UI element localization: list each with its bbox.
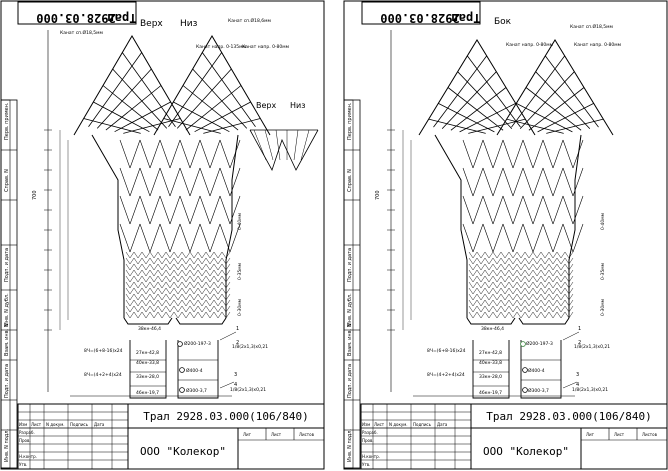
float-label: Ø400-4 xyxy=(186,369,203,374)
title-block-role: Пров. xyxy=(19,438,31,443)
twine-label: 1/8(2х1,3)х0,21 xyxy=(574,345,611,350)
title-block-role: Разраб. xyxy=(19,430,35,435)
title-block-header: N докум. xyxy=(46,422,65,427)
title-block-col: Лист xyxy=(271,432,282,437)
note-chain-a: Канат напр. 0-80мм xyxy=(506,43,554,48)
side-strip-label: Перв. примен. xyxy=(347,102,353,140)
formula-label: 8Ч=(6+8-16)х24 xyxy=(84,349,123,354)
twine-label: 1/8(2х1,3)х0,21 xyxy=(232,345,269,350)
title-block-role: Н.контр. xyxy=(19,454,37,459)
float-label: Ø200-197-3 xyxy=(526,342,553,347)
title-block-header: Дата xyxy=(94,422,105,427)
view-label-bottom: Низ xyxy=(180,19,198,29)
note-mesh-a: 0-40мм xyxy=(601,212,606,230)
title-block-col: Лист xyxy=(614,432,625,437)
note-mesh-c: 0-30мм xyxy=(238,298,243,316)
note-chain-a: Канат напр. 0-135мм xyxy=(196,45,246,50)
section-label: 46кн-19,7 xyxy=(479,391,503,396)
fraction-label: 1 xyxy=(236,326,240,332)
formula-label: 8Ч=(6+8-16)х24 xyxy=(427,349,466,354)
side-strip-label: Подп. и дата xyxy=(347,363,353,398)
float-symbol xyxy=(523,368,528,373)
section-label: 46кн-19,7 xyxy=(136,391,160,396)
float-label: Ø300-3,7 xyxy=(528,389,549,394)
note-mesh-b: 0-35мм xyxy=(601,262,606,280)
fraction-label: 1 xyxy=(578,326,582,332)
stamp-number: 2928.03.000 xyxy=(36,11,116,25)
section-label: 33кн-28,0 xyxy=(136,375,160,380)
note-rope-b: Канат сп.Ø18,6мм xyxy=(228,19,271,24)
section-label: 27кн-42,8 xyxy=(136,351,160,356)
drawing-title: Трал 2928.03.000(106/840) xyxy=(143,410,309,423)
title-block-header: Изм xyxy=(19,422,28,427)
fraction-label: 2 xyxy=(578,340,582,346)
stamp-word: Трал xyxy=(451,11,481,25)
side-strip-label: Подп. и дата xyxy=(4,363,10,398)
view-label-side: Бок xyxy=(494,17,512,27)
side-strip-label: Инв. N дубл. xyxy=(347,293,353,326)
title-block-col: Лит xyxy=(586,432,594,437)
stamp-word: Трал xyxy=(107,11,137,25)
title-block-col: Листов xyxy=(642,432,657,437)
twine-label: 1/8(2х1,3)х0,21 xyxy=(572,388,609,393)
dimension-total: 700 xyxy=(32,190,38,200)
title-block-header: Подпись xyxy=(413,422,431,427)
section-label: 27кн-42,8 xyxy=(479,351,503,356)
title-block-role: Разраб. xyxy=(362,430,378,435)
view-label-top: Верх xyxy=(140,19,163,29)
side-strip-label: Взам. инв. N xyxy=(4,323,10,356)
fraction-label: 2 xyxy=(236,340,240,346)
float-label: Ø400-4 xyxy=(528,369,545,374)
side-strip-label: Подп. и дата xyxy=(347,247,353,282)
drawing-title: Трал 2928.03.000(106/840) xyxy=(486,410,652,423)
section-label: 38кн-46,4 xyxy=(138,327,162,332)
title-block-header: Лист xyxy=(374,422,385,427)
note-mesh-b: 0-35мм xyxy=(238,262,243,280)
title-block-role: Утв. xyxy=(362,462,371,467)
view-label-small-top: Верх xyxy=(256,101,277,110)
float-symbol xyxy=(178,342,183,347)
view-label-small-bottom: Низ xyxy=(290,101,306,110)
note-mesh-c: 0-30мм xyxy=(601,298,606,316)
title-block-header: N докум. xyxy=(389,422,408,427)
float-label: Ø300-3,7 xyxy=(186,389,207,394)
company-name: ООО "Колекор" xyxy=(139,445,227,458)
note-chain-b: Канат напр. 0-80мм xyxy=(242,45,290,50)
formula-label: 8Ч=(4+2+4)х24 xyxy=(427,373,465,378)
title-block-col: Листов xyxy=(299,432,314,437)
title-block-role: Утв. xyxy=(19,462,28,467)
dimension-total: 700 xyxy=(375,190,381,200)
side-strip-label: Взам. инв. N xyxy=(347,323,353,356)
side-strip-label: Инв. N подл. xyxy=(347,428,353,462)
side-strip-label: Справ. N xyxy=(347,169,353,192)
title-block-header: Изм xyxy=(362,422,371,427)
title-block-header: Дата xyxy=(437,422,448,427)
side-strip-label: Справ. N xyxy=(4,169,10,192)
twine-label: 1/8(2х1,3)х0,21 xyxy=(230,388,267,393)
section-label: 38кн-46,4 xyxy=(481,327,505,332)
title-block-col: Лит xyxy=(243,432,251,437)
note-rope-a: Канат сп.Ø18,5мм xyxy=(60,31,103,36)
float-symbol xyxy=(523,388,528,393)
side-strip-label: Инв. N дубл. xyxy=(4,293,10,326)
fraction-label: 3 xyxy=(576,372,580,378)
section-label: 40кн-33,8 xyxy=(136,361,160,366)
section-label: 33кн-28,0 xyxy=(479,375,503,380)
title-block-header: Лист xyxy=(31,422,42,427)
fraction-label: 4 xyxy=(576,382,580,388)
fraction-label: 4 xyxy=(234,382,238,388)
float-symbol xyxy=(180,368,185,373)
company-name: ООО "Колекор" xyxy=(482,445,570,458)
float-symbol xyxy=(521,342,526,347)
note-rope-b: Канат сп.Ø18,5мм xyxy=(570,25,613,30)
title-block-role: Н.контр. xyxy=(362,454,380,459)
section-label: 40кн-33,8 xyxy=(479,361,503,366)
title-block-header: Подпись xyxy=(70,422,88,427)
note-chain-b: Канат напр. 0-80мм xyxy=(574,43,622,48)
fraction-label: 3 xyxy=(234,372,238,378)
side-strip-label: Перв. примен. xyxy=(4,102,10,140)
side-strip-label: Подп. и дата xyxy=(4,247,10,282)
title-block-role: Пров. xyxy=(362,438,374,443)
note-mesh-a: 0-40мм xyxy=(238,212,243,230)
stamp-number: 2928.03.000 xyxy=(380,11,460,25)
side-strip-label: Инв. N подл. xyxy=(4,428,10,462)
float-label: Ø200-197-3 xyxy=(184,342,211,347)
float-symbol xyxy=(180,388,185,393)
formula-label: 8Ч=(4+2+4)х24 xyxy=(84,373,122,378)
